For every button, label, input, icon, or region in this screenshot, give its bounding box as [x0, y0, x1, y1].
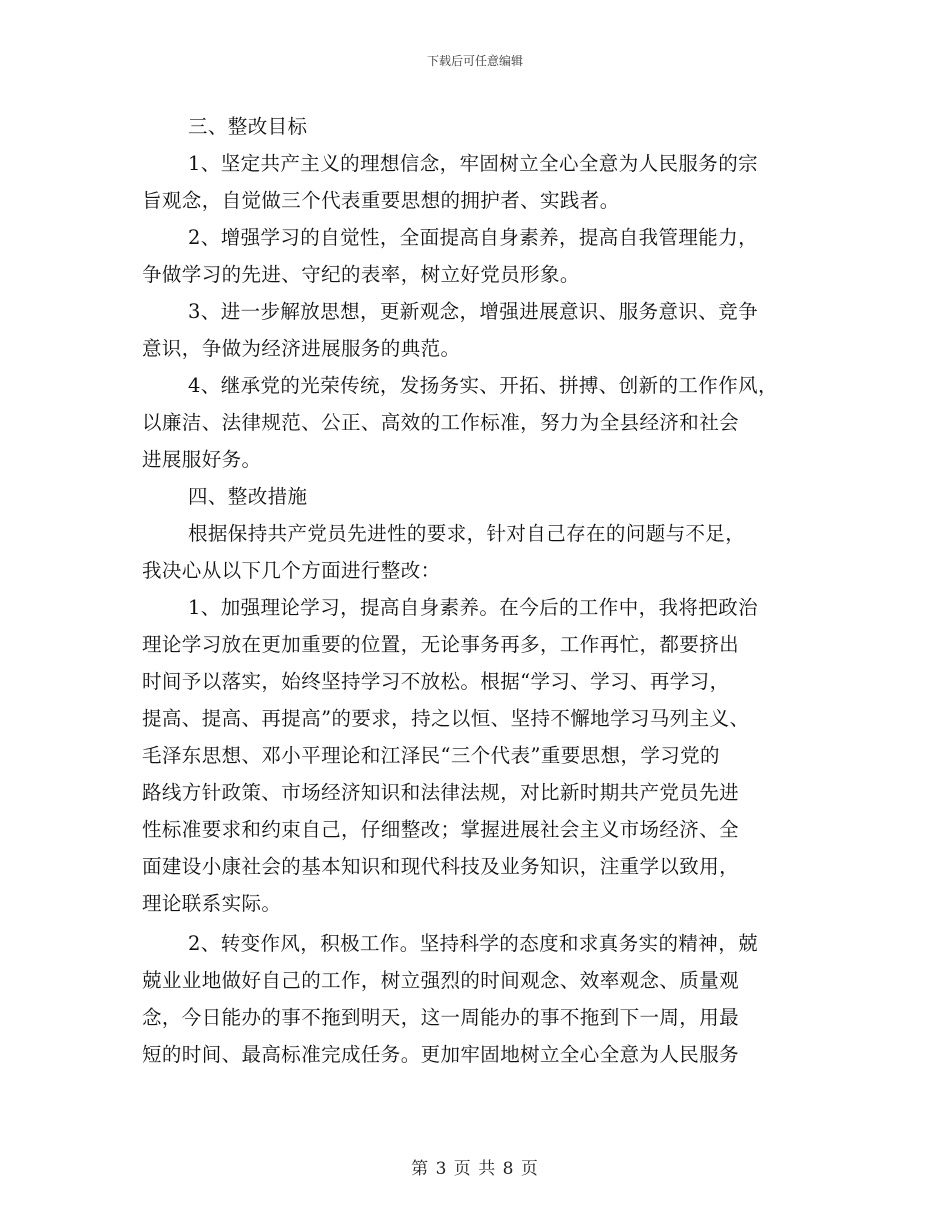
text-line: 旨观念，自觉做三个代表重要思想的拥护者、实践者。: [142, 189, 620, 212]
text-line: 2、转变作风，积极工作。坚持科学的态度和求真务实的精神，兢: [188, 932, 759, 955]
text-line: 理论学习放在更加重要的位置，无论事务再多，工作再忙，都要挤出: [142, 633, 740, 656]
text-line: 争做学习的先进、守纪的表率，树立好党员形象。: [142, 263, 580, 286]
text-line: 进展服好务。: [142, 448, 262, 471]
page-number: 第 3 页 共 8 页: [411, 1159, 539, 1179]
text-line: 时间予以落实，始终坚持学习不放松。根据“学习、学习、再学习，: [142, 670, 730, 693]
text-line: 以廉洁、法律规范、公正、高效的工作标准，努力为全县经济和社会: [142, 411, 740, 434]
text-line: 意识，争做为经济进展服务的典范。: [142, 337, 461, 360]
text-line: 3、进一步解放思想，更新观念，增强进展意识、服务意识、竞争: [188, 300, 759, 323]
text-line: 毛泽东思想、邓小平理论和江泽民“三个代表”重要思想，学习党的: [142, 744, 720, 767]
text-line: 路线方针政策、市场经济知识和法律法规，对比新时期共产党员先进: [142, 781, 740, 804]
text-line: 理论联系实际。: [142, 892, 282, 915]
text-line: 2、增强学习的自觉性，全面提高自身素养，提高自我管理能力，: [188, 226, 759, 249]
text-line: 根据保持共产党员先进性的要求，针对自己存在的问题与不足，: [188, 522, 746, 545]
page-header: 下载后可任意编辑: [426, 54, 523, 68]
text-line: 1、坚定共产主义的理想信念，牢固树立全心全意为人民服务的宗: [188, 152, 759, 175]
text-line: 面建设小康社会的基本知识和现代科技及业务知识，注重学以致用，: [142, 855, 740, 878]
text-line: 提高、提高、再提高”的要求，持之以恒、坚持不懈地学习马列主义、: [142, 707, 750, 730]
text-line: 念，今日能办的事不拖到明天，这一周能办的事不拖到下一周，用最: [142, 1006, 740, 1029]
text-line: 短的时间、最高标准完成任务。更加牢固地树立全心全意为人民服务: [142, 1043, 740, 1066]
document-body: [142, 108, 832, 1073]
text-line: 4、继承党的光荣传统，发扬务实、开拓、拼搏、创新的工作作风，: [188, 374, 778, 397]
text-line: 1、加强理论学习，提高自身素养。在今后的工作中，我将把政治: [188, 596, 759, 619]
section-heading-measures: 四、整改措施: [188, 485, 308, 508]
text-line: 兢业业地做好自己的工作，树立强烈的时间观念、效率观念、质量观: [142, 969, 740, 992]
section-heading-goals: 三、整改目标: [188, 115, 308, 138]
text-line: 性标准要求和约束自己，仔细整改；掌握进展社会主义市场经济、全: [142, 818, 740, 841]
text-line: 我决心从以下几个方面进行整改：: [142, 559, 441, 582]
